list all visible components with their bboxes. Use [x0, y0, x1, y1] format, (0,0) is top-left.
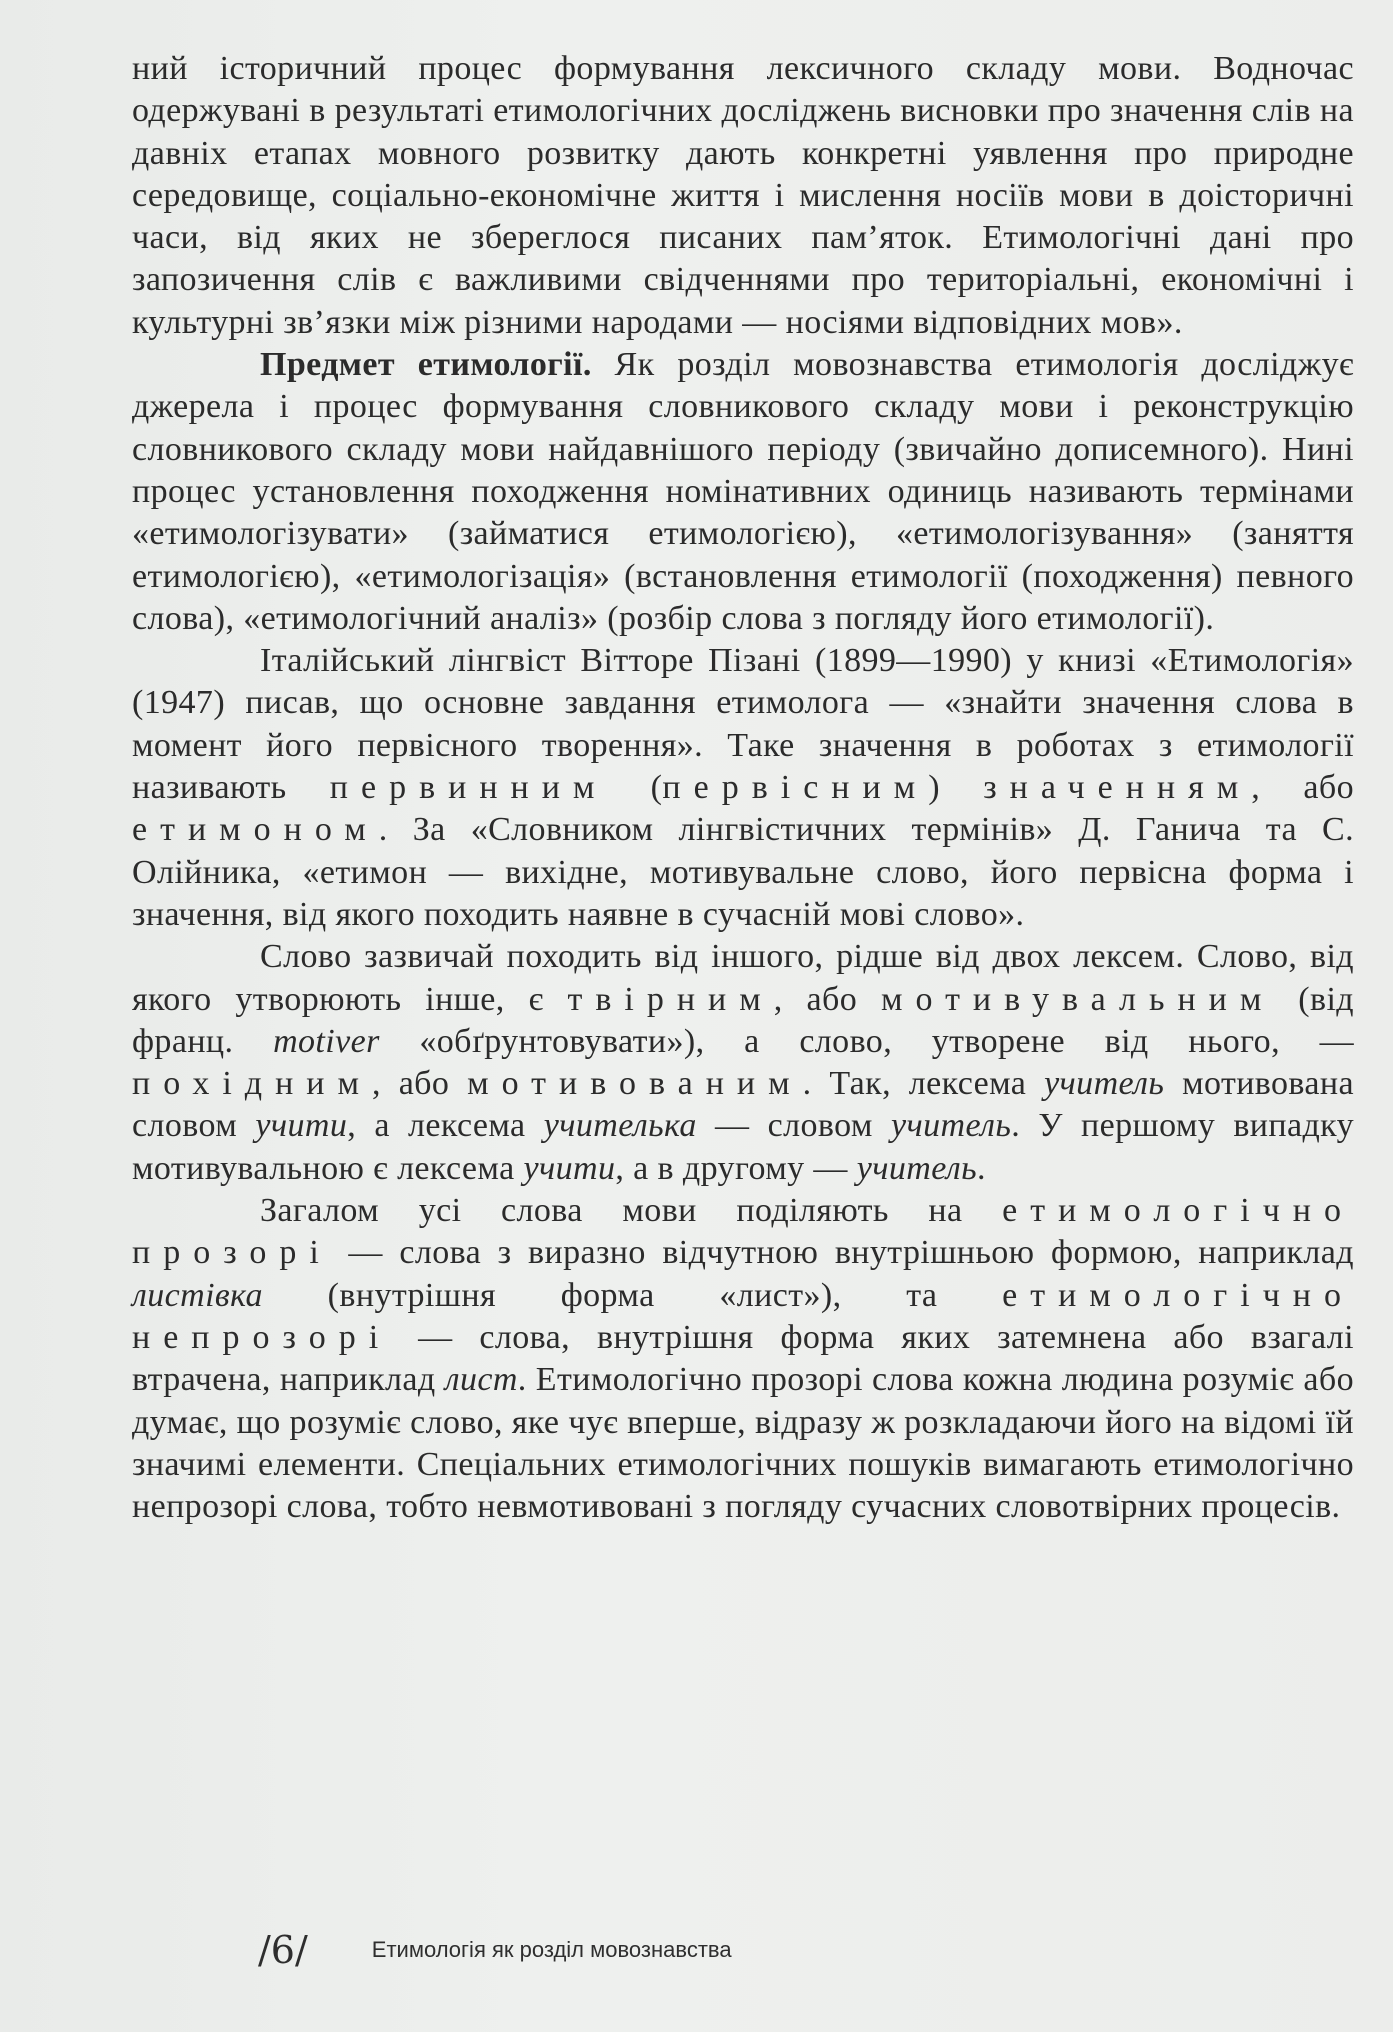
example-word: учитель [891, 1107, 1012, 1145]
term-motyvuvalnym: мотивувальним [881, 980, 1275, 1018]
body-text [132, 48, 1354, 1528]
term-motyvovanym: мотивованим [467, 1065, 803, 1103]
example-word: учити [255, 1107, 348, 1145]
paragraph-4-text: , або [372, 1065, 468, 1103]
paragraph-5-text: (внутрішня форма «лист»), та [262, 1276, 1003, 1314]
example-word: учити [523, 1149, 616, 1187]
paragraph-4-text: , а лексема [347, 1107, 544, 1145]
page-number: /6/ [258, 1928, 308, 1972]
paragraph-5-text: . Етимологічно прозорі слова кожна людина розуміє або думає, що розуміє слово, яке чує вперше, відразу ж розкладаючи його на відомі їй значимі елементи. Спеціальних етимологічних пошуків вимагають етимологічно непрозорі слова, тобто невмотивовані з погляду сучасних словотвірних процесів. [132, 1361, 1354, 1526]
paragraph-4-text: . Так, лексема [802, 1065, 1045, 1103]
paragraph-5-text: Загалом усі слова мови поділяють на [260, 1192, 1003, 1230]
paragraph-4-text: Слово зазвичай походить від іншого, рідше від двох лексем. Слово, від якого утворюють інше, є [132, 938, 1354, 1018]
paragraph-5-text: — слова з виразно відчутною внутрішньою формою, наприклад [331, 1234, 1354, 1272]
page-footer [258, 1924, 732, 1976]
paragraph-1-text: ний історичний процес формування лексичного складу мови. Водночас одержувані в результаті етимологічних досліджень висновки про значення слів на давніх етапах мовного розвитку дають конкретні уявлення про природне середовище, соціально-економічне життя і мислення носіїв мови в доісторичні часи, від яких не збереглося писаних пам’яток. Етимологічні дані про запозичення слів є важливими свідченнями про територіальні, економічні і культурні зв’язки між різними народами — носіями відповідних мов». [132, 50, 1354, 341]
term-transparent: етимологічно прозорі [132, 1192, 1354, 1272]
term-pervisnym: первісним [662, 769, 929, 807]
paragraph-5 [132, 1190, 1354, 1528]
paragraph-4-text: (від франц. [132, 980, 1354, 1060]
paragraph-4-text: , а в другому — [615, 1149, 857, 1187]
term-tvirnym: твірним [567, 980, 774, 1018]
example-word: учителька [543, 1107, 697, 1145]
example-word: листівка [132, 1276, 263, 1314]
example-word: учитель [1044, 1065, 1165, 1103]
example-word: учитель [856, 1149, 977, 1187]
paragraph-4-text: мотивована словом [132, 1065, 1355, 1145]
paragraph-5-text: — слова, внутрішня форма яких затемнена або взагалі втрачена, наприклад [132, 1318, 1354, 1399]
paragraph-3-text: . За «Словником лінгвістичних термінів» Д. Ганича та С. Олійника, «етимон — вихідне, мотивувальне слово, його первісна форма і значення, від якого походить наявне в сучасній мові слово». [132, 811, 1354, 933]
paragraph-3-text: , або [1251, 769, 1355, 807]
paragraph-4-text: — словом [696, 1107, 891, 1145]
paragraph-3 [132, 640, 1354, 936]
paragraph-3-text: Італійський лінгвіст Вітторе Пізані (1899—1990) у книзі «Етимологія» (1947) писав, що основне завдання етимолога — «знайти значення слова в момент його первісного творення». Таке значення в роботах з етимології називають [132, 642, 1354, 807]
paragraph-2-text: Як розділ мовознавства етимологія досліджує джерела і процес формування словникового складу мови і реконструкцію словникового складу мови найдавнішого періоду (звичайно дописемного). Нині процес установлення походження номінативних одиниць називають термінами «етимологізувати» (займатися етимологією), «етимологізування» (заняття етимологією), «етимологізація» (встановлення етимології (походження) певного слова), «етимологічний аналіз» (розбір слова з погляду його етимології). [132, 346, 1354, 637]
paragraph-3-text: ) [928, 769, 984, 807]
term-znachenniam: значенням [983, 769, 1252, 807]
paragraph-4 [132, 936, 1354, 1190]
example-word: motiver [273, 1022, 380, 1060]
term-opaque: етимологічно непрозорі [132, 1276, 1354, 1356]
term-etymonom: етимоном [132, 811, 379, 849]
paragraph-4-text: . У першому випадку мотивувальною є лексема [132, 1107, 1355, 1187]
paragraph-4-text: «обґрунтовувати»), а слово, утворене від нього, — [379, 1022, 1355, 1060]
paragraph-4-text: . [976, 1149, 986, 1187]
paragraph-3-text: ( [607, 769, 663, 807]
paragraph-4-text: , або [773, 980, 881, 1018]
paragraph-2 [132, 344, 1354, 640]
term-pervynnym: первинним [329, 769, 608, 807]
term-pokhidnym: похідним [132, 1065, 372, 1103]
running-title: Етимологія як розділ мовознавства [371, 1937, 732, 1962]
example-word: лист [444, 1361, 518, 1399]
section-heading: Предмет етимології. [260, 346, 592, 384]
paragraph-1 [132, 48, 1354, 344]
